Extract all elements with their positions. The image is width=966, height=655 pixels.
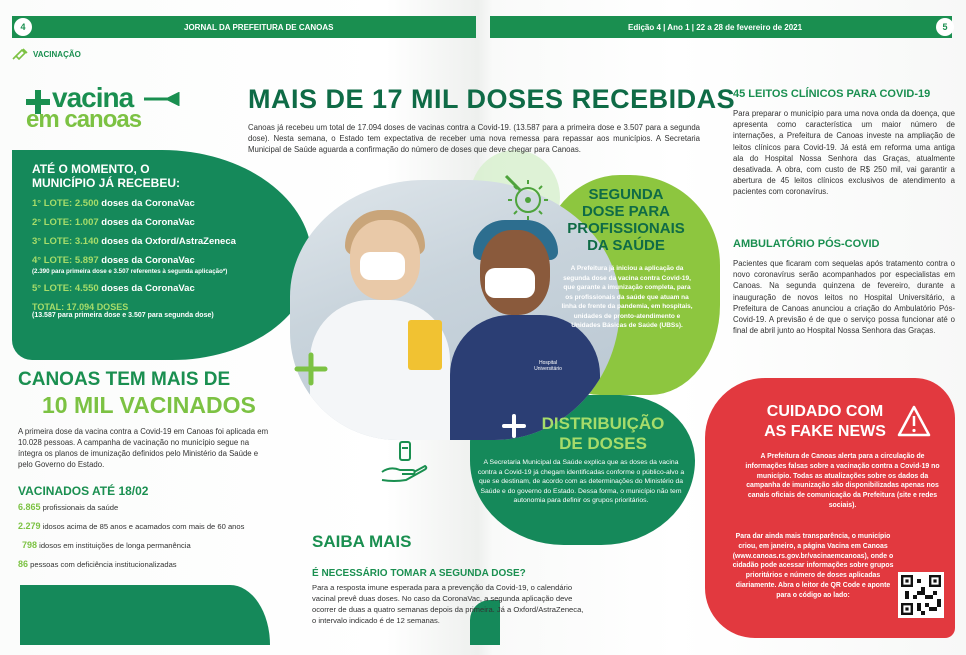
left-header-bar (12, 16, 476, 38)
lot-item (32, 198, 302, 210)
right-page-number: 5 (936, 18, 954, 36)
lot-item (32, 236, 302, 248)
main-title: MAIS DE 17 MIL DOSES RECEBIDAS (248, 84, 736, 114)
vaccinated-text: A primeira dose da vacina contra a Covid-19 em Canoas foi aplicada em 10.028 pessoas. A campanha de vacinação no município segue na íntegra os planos de imunização definidos pelo Ministério da Saúde e pelo Governo do Estado. (18, 427, 269, 469)
saiba-question: É NECESSÁRIO TOMAR A SEGUNDA DOSE? (312, 568, 526, 579)
stat-label: idosos em instituições de longa permanência (37, 541, 191, 550)
plus-icon-distribution (502, 414, 526, 438)
lot-text: doses da CoronaVac (98, 198, 195, 209)
warning-icon (896, 404, 932, 438)
section-label: VACINAÇÃO (33, 49, 81, 59)
plus-icon-left (294, 352, 328, 386)
lot-label: 1° LOTE: 2.500 (32, 198, 99, 209)
distribution-title-2: DE DOSES (559, 434, 647, 453)
second-dose-text: A Prefeitura já iniciou a aplicação da segunda dose da vacina contra Covid-19, que garante a imunização completa, para os profissionais da saúde que atuam na linha de frente da pandemia, em hospitais, unidades de pronto-atendimento e Unidades Básicas de Saúde (UBSs). (561, 265, 693, 329)
second-dose-title-2: DOSE PARA (581, 203, 671, 220)
lot-label: 5° LOTE: 4.550 (32, 283, 99, 294)
lot-label: 4° LOTE: 5.897 (32, 255, 99, 266)
vaccinated-stats (18, 502, 288, 578)
stat-number: 86 (18, 559, 29, 569)
second-dose-title-1: SEGUNDA (588, 186, 664, 203)
hand-vaccine-icon (380, 440, 430, 484)
logo-line1: vacina (52, 82, 134, 113)
second-dose-title-4: DA SAÚDE (587, 237, 665, 254)
ambulatorio-title: AMBULATÓRIO PÓS-COVID (733, 238, 880, 250)
leitos-title: 45 LEITOS CLÍNICOS PARA COVID-19 (733, 88, 931, 100)
lot-note: (2.390 para primeira dose e 3.507 referentes à segunda aplicação*) (32, 268, 228, 275)
vaccinated-until-title: VACINADOS ATÉ 18/02 (18, 484, 149, 498)
lot-text: doses da CoronaVac (98, 283, 195, 294)
stat-number: 2.279 (18, 521, 41, 531)
distribution-title-1: DISTRIBUIÇÃO (541, 414, 665, 433)
distribution-text: A Secretaria Municipal da Saúde explica que as doses da vacina contra a Covid-19 já chegam identificadas conforme o público-alvo a que se destinam, de acordo com as determinações do Ministério da Saúde e do governo do Estado. Dessa forma, o município não tem autonomia para definir os grupos prioritários. (477, 459, 685, 504)
main-intro: Canoas já recebeu um total de 17.094 doses de vacinas contra a Covid-19. (13.587 para a primeira dose e 3.507 para a segunda dose). Nesta semana, o Estado tem expectativa de receber uma nova remessa para repassar aos municípios. A Secretaria Municipal de Saúde aguarda a confirmação do número de doses que deve chegar para Canoas. (248, 123, 700, 154)
lot-item (32, 217, 302, 229)
stat-label: profissionais da saúde (40, 503, 119, 512)
distribution-title (528, 414, 678, 454)
saiba-title: SAIBA MAIS (312, 532, 412, 551)
virus-syringe-icon (500, 172, 552, 224)
stat-row (18, 540, 288, 551)
right-header-meta: Edição 4 | Ano 1 | 22 a 28 de fevereiro de 2021 (628, 22, 803, 32)
lot-label: 2° LOTE: 1.007 (32, 217, 99, 228)
lot-item (32, 283, 302, 295)
section-tag (12, 48, 81, 60)
photo-nurse-mask (360, 252, 405, 280)
photo-patient-mask (485, 268, 535, 298)
lot-label: 3° LOTE: 3.140 (32, 236, 99, 247)
lot-item (32, 255, 302, 267)
photo-vaccine-box (408, 320, 442, 370)
fake-news-title-1: CUIDADO COM (766, 403, 884, 420)
left-page-number: 4 (14, 18, 32, 36)
logo-syringe-icon (144, 92, 180, 106)
stat-row (18, 521, 288, 532)
lots-list (32, 162, 302, 319)
lot-text: doses da CoronaVac (98, 255, 195, 266)
stat-row (18, 502, 288, 513)
lots-total-note: (13.587 para primeira dose e 3.507 para segunda dose) (32, 312, 214, 319)
photo-shirt-badge: Hospital Universitário (534, 360, 562, 372)
stat-row (18, 559, 288, 570)
logo-line2: em canoas (26, 106, 142, 133)
right-header-bar (490, 16, 952, 38)
qr-code[interactable] (898, 572, 944, 618)
fake-news-text-1: A Prefeitura de Canoas alerta para a circulação de informações falsas sobre a vacinação contra a Covid-19 no município. Todas as atualizações sobre os dados da campanha de imunização são disponibilizadas apenas nos canais oficiais de comunicação da Prefeitura (site e redes sociais). (745, 453, 940, 509)
syringe-icon (12, 48, 28, 60)
stat-label: pessoas com deficiência institucionalizadas (28, 560, 177, 569)
fake-news-text-2: Para dar ainda mais transparência, o município criou, em janeiro, a página Vacina em Canoas (www.canoas.rs.gov.br/vacinaemcanoas), onde o cidadão pode acessar informações sobre grupos prioritários e número de doses aplicadas diariamente. Abra o leitor de QR Code e aponte para o código ao lado: (732, 533, 894, 599)
stat-number: 798 (22, 540, 38, 550)
stat-number: 6.865 (18, 502, 41, 512)
lots-heading-2: MUNICÍPIO JÁ RECEBEU: (32, 176, 181, 190)
decor-wave-bottom-left (20, 585, 270, 645)
stat-label: idosos acima de 85 anos e acamados com mais de 60 anos (40, 522, 245, 531)
second-dose-title (560, 186, 692, 254)
vacina-em-canoas-logo (22, 84, 202, 134)
fake-news-title-2: AS FAKE NEWS (764, 423, 886, 440)
left-header-title: JORNAL DA PREFEITURA DE CANOAS (184, 22, 334, 32)
fake-news-title (745, 402, 905, 442)
lot-text: doses da CoronaVac (98, 217, 195, 228)
lot-text: doses da Oxford/AstraZeneca (98, 236, 236, 247)
lots-heading-1: ATÉ O MOMENTO, O (32, 162, 150, 176)
ambulatorio-text: Pacientes que ficaram com sequelas após tratamento contra o novo coronavírus serão acompanhados por especialistas em Canoas. Na segunda quinzena de fevereiro, durante a inauguração de novos leitos no Hospital Universitário, a Prefeitura de Canoas anunciou a criação do Ambulatório Pós-Covid-19. A previsão é de que o serviço possa funcionar até o final de abril junto ao Hospital Nossa Senhora das Graças. (733, 259, 955, 336)
qr-code-icon (901, 575, 941, 615)
vaccinated-title-1: CANOAS TEM MAIS DE (18, 369, 231, 390)
second-dose-title-3: PROFISSIONAIS (567, 220, 685, 237)
lots-total: TOTAL: 17.094 DOSES (32, 302, 129, 312)
saiba-text: Para a resposta imune esperada para a prevenção da Covid-19, o calendário vacinal prevê duas doses. No caso da CoronaVac, a segunda aplicação deve ocorrer de duas a quatro semanas depois da primeira. Já a Oxford/AstraZeneca, o intervalo indicado é de 12 semanas. (312, 583, 584, 625)
vaccinated-title-2: 10 MIL VACINADOS (42, 392, 256, 418)
leitos-text: Para preparar o município para uma nova onda da doença, que apresenta como característica um maior número de internações, a Prefeitura de Canoas investe na ampliação de leitos clínicos para Covid-19. Já está em reforma uma antiga ala do Hospital Nossa Senhora das Graças, atualmente desativada. A obra, com custo de R$ 250 mil, vai garantir a abertura de 45 leitos clínicos exclusivos de atendimento a pacientes com coronavírus. (733, 109, 955, 197)
